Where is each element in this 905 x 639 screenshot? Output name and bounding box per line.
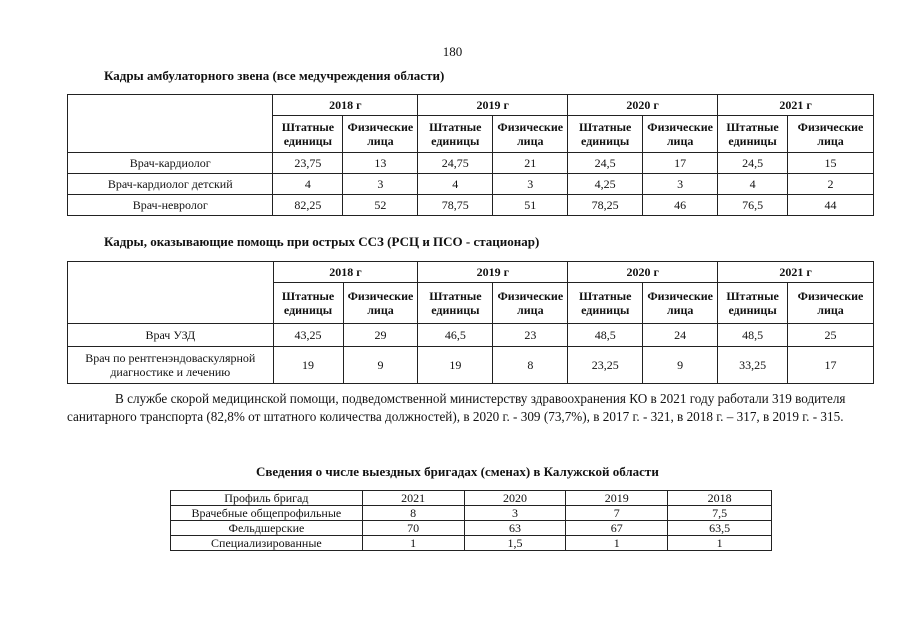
staff-units-header: Штатные единицы — [568, 283, 643, 324]
cell: 2 — [788, 174, 874, 195]
row-label: Врачебные общепрофильные — [171, 506, 363, 521]
cell: 1 — [362, 536, 464, 551]
cell: 23,75 — [273, 153, 343, 174]
staff-units-header: Штатные единицы — [273, 116, 343, 153]
cell: 76,5 — [718, 195, 788, 216]
cell: 9 — [643, 347, 718, 384]
year-header: 2018 г — [273, 262, 418, 283]
cell: 15 — [788, 153, 874, 174]
cell: 63,5 — [668, 521, 772, 536]
cell: 52 — [343, 195, 418, 216]
cell: 43,25 — [273, 324, 343, 347]
cell: 51 — [493, 195, 568, 216]
table-row — [68, 174, 874, 195]
cell: 25 — [788, 324, 874, 347]
column-header: 2018 — [668, 491, 772, 506]
row-header-blank — [68, 262, 274, 324]
cell: 29 — [343, 324, 418, 347]
section2-title: Кадры, оказывающие помощь при острых ССЗ (РСЦ и ПСО - стационар) — [104, 234, 540, 249]
cell: 21 — [493, 153, 568, 174]
cell: 4 — [273, 174, 343, 195]
staff-units-header: Штатные единицы — [418, 283, 493, 324]
cell: 1 — [668, 536, 772, 551]
cell: 4,25 — [568, 174, 643, 195]
cell: 44 — [788, 195, 874, 216]
cell: 1 — [566, 536, 668, 551]
row-label: Специализированные — [171, 536, 363, 551]
cell: 24 — [643, 324, 718, 347]
staff-units-header: Штатные единицы — [273, 283, 343, 324]
year-header: 2019 г — [418, 262, 568, 283]
cell: 7 — [566, 506, 668, 521]
cell: 19 — [418, 347, 493, 384]
column-header: 2020 — [464, 491, 566, 506]
individuals-header: Физические лица — [493, 283, 568, 324]
table-row — [171, 506, 772, 521]
individuals-header: Физические лица — [493, 116, 568, 153]
cell: 24,75 — [418, 153, 493, 174]
row-label: Врач-кардиолог — [68, 153, 273, 174]
table-row — [68, 195, 874, 216]
row-label: Врач-невролог — [68, 195, 273, 216]
cell: 1,5 — [464, 536, 566, 551]
table-row — [68, 153, 874, 174]
paragraph-text: В службе скорой медицинской помощи, подведомственной министерству здравоохранения КО в 2021 году работали 319 водителя санитарного транспорта (82,8% от штатного количества должностей), в 2020 г. - 309 (73,7%), в 2017 г. - 321, в 2018 г. – 317, в 2019 г. - 315. — [67, 391, 846, 424]
row-label: Врач по рентгенэндоваскулярной диагностике и лечению — [68, 347, 274, 384]
cell: 3 — [464, 506, 566, 521]
cell: 17 — [643, 153, 718, 174]
cell: 78,75 — [418, 195, 493, 216]
cell: 67 — [566, 521, 668, 536]
column-header: 2021 — [362, 491, 464, 506]
row-label: Врач УЗД — [68, 324, 274, 347]
column-header: 2019 — [566, 491, 668, 506]
year-header: 2020 г — [568, 95, 718, 116]
cell: 23,25 — [568, 347, 643, 384]
section3-title: Сведения о числе выездных бригадах (сменах) в Калужской области — [256, 464, 659, 479]
year-header: 2021 г — [718, 262, 874, 283]
staff-units-header: Штатные единицы — [718, 283, 788, 324]
cell: 7,5 — [668, 506, 772, 521]
cell: 8 — [493, 347, 568, 384]
cell: 33,25 — [718, 347, 788, 384]
row-label: Фельдшерские — [171, 521, 363, 536]
cell: 24,5 — [568, 153, 643, 174]
cell: 3 — [643, 174, 718, 195]
year-header: 2020 г — [568, 262, 718, 283]
cell: 63 — [464, 521, 566, 536]
table-header-row — [171, 491, 772, 506]
table-row — [171, 521, 772, 536]
staff-units-header: Штатные единицы — [568, 116, 643, 153]
individuals-header: Физические лица — [343, 116, 418, 153]
staff-units-header: Штатные единицы — [418, 116, 493, 153]
individuals-header: Физические лица — [788, 116, 874, 153]
cell: 17 — [788, 347, 874, 384]
section1-title: Кадры амбулаторного звена (все медучреждения области) — [104, 68, 445, 83]
cell: 48,5 — [718, 324, 788, 347]
year-header: 2021 г — [718, 95, 874, 116]
year-header: 2019 г — [418, 95, 568, 116]
individuals-header: Физические лица — [643, 283, 718, 324]
table-row — [171, 536, 772, 551]
acute-cvd-staff-table — [67, 261, 874, 384]
brigades-table — [170, 490, 772, 551]
staff-units-header: Штатные единицы — [718, 116, 788, 153]
cell: 9 — [343, 347, 418, 384]
cell: 13 — [343, 153, 418, 174]
cell: 4 — [718, 174, 788, 195]
cell: 70 — [362, 521, 464, 536]
cell: 78,25 — [568, 195, 643, 216]
column-header: Профиль бригад — [171, 491, 363, 506]
cell: 82,25 — [273, 195, 343, 216]
table-row — [68, 347, 874, 384]
table-row — [68, 324, 874, 347]
cell: 23 — [493, 324, 568, 347]
year-header: 2018 г — [273, 95, 418, 116]
row-header-blank — [68, 95, 273, 153]
row-label: Врач-кардиолог детский — [68, 174, 273, 195]
ambulatory-staff-table — [67, 94, 874, 216]
cell: 3 — [343, 174, 418, 195]
individuals-header: Физические лица — [788, 283, 874, 324]
cell: 46 — [643, 195, 718, 216]
cell: 19 — [273, 347, 343, 384]
cell: 46,5 — [418, 324, 493, 347]
cell: 48,5 — [568, 324, 643, 347]
individuals-header: Физические лица — [643, 116, 718, 153]
ambulance-drivers-paragraph — [67, 390, 875, 426]
page-number: 180 — [442, 44, 463, 59]
cell: 24,5 — [718, 153, 788, 174]
cell: 8 — [362, 506, 464, 521]
cell: 4 — [418, 174, 493, 195]
cell: 3 — [493, 174, 568, 195]
individuals-header: Физические лица — [343, 283, 418, 324]
